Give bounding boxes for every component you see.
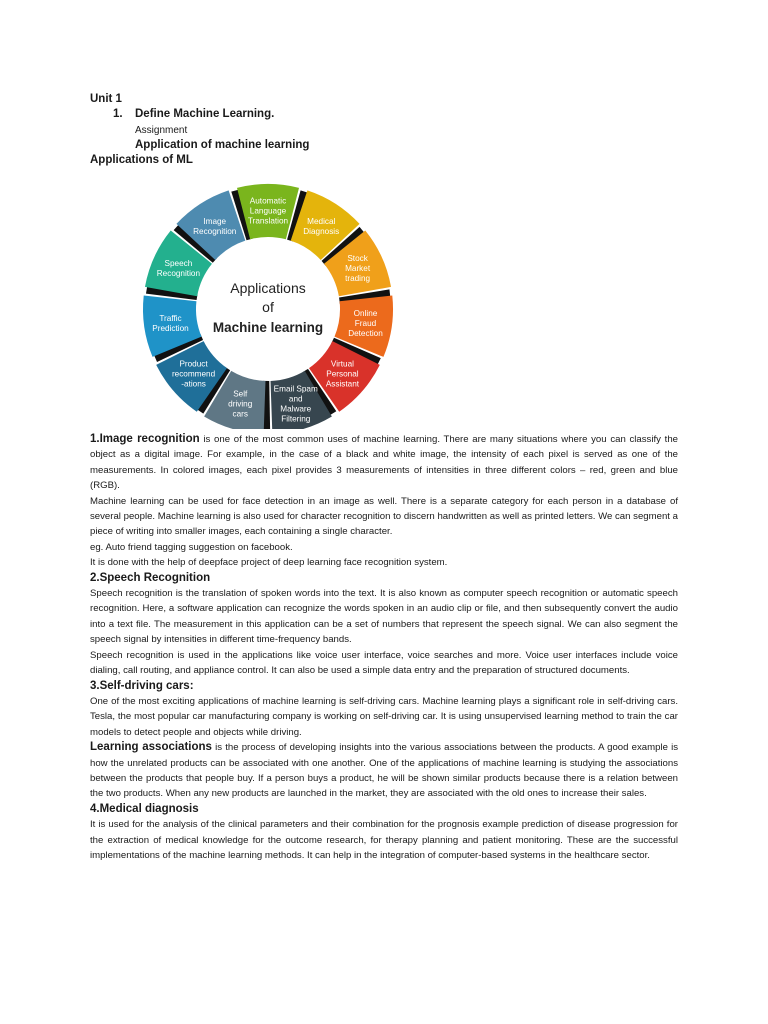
section-1-para-2: Machine learning can be used for face detection in an image as well. There is a separate category for each person in a database of several people. Machine learning is also used for character recognition to discern handwritten as well as printed letters. We can segment a piece of writing into smaller images, each containing a single character.	[90, 495, 678, 538]
center-line1: Applications	[230, 280, 306, 296]
segment-label: Traffic Prediction	[152, 314, 189, 334]
unit-heading: Unit 1	[90, 93, 122, 105]
center-line2: of	[262, 299, 274, 315]
section-3-heading: 3.Self-driving cars:	[90, 679, 194, 692]
section-2-para-1: Speech recognition is the translation of spoken words into the text. It is also known as computer speech recognition or automatic speech recognition. Here, a software application can recognize the words spoken in an audio clip or file, and then subsequently convert the audio into a text file. The measurement in this application can be a set of numbers that represent the speech signal. We can also segment the speech signal by intensities in different time-frequency bands.	[90, 588, 678, 646]
numbered-item	[113, 107, 678, 122]
assignment-title: Application of machine learning	[135, 139, 310, 151]
applications-heading: Applications of ML	[90, 154, 193, 166]
document-page	[90, 92, 678, 861]
learning-associations-text: is the process of developing insights into the various associations between the products. A good example is how the unrelated products can be associated with one another. One of the applications of machine learning is studying the associations between the products that people buy. If a person buys a product, he will be shown similar products because there is a relation between the two products. When any new products are launched in the market, they are associated with the old ones to increase their sales.	[90, 742, 678, 800]
segment-label: Email Spam and Malware Filtering	[273, 384, 318, 424]
body-text	[90, 432, 678, 863]
applications-wheel	[115, 169, 425, 429]
section-4-para-1: It is used for the analysis of the clinical parameters and their combination for the prognosis example prediction of disease progression for the extraction of medical knowledge for the outcome research, for therapy planning and patient monitoring. These are the successful implementations of the machine learning methods. It can help in the integration of computer-based systems in the healthcare sector.	[90, 819, 678, 861]
section-3-para-1: One of the most exciting applications of machine learning is self-driving cars. Machine learning plays a significant role in self-driving cars. Tesla, the most popular car manufacturing company is working on self-driving car. It is using unsupervised learning method to train the car models to detect people and objects while driving.	[90, 695, 678, 738]
segment-label: Self driving cars	[228, 389, 253, 419]
assignment-label: Assignment	[135, 125, 188, 136]
section-1-para-1	[90, 432, 678, 494]
segment-label: Online Fraud Detection	[348, 309, 383, 339]
segment-label: Image Recognition	[193, 217, 237, 237]
segment-label: Stock Market trading	[345, 254, 371, 284]
section-1-para-4: It is done with the help of deepface project of deep learning face recognition system.	[90, 557, 448, 569]
learning-associations-heading: Learning associations	[90, 741, 212, 754]
item-number: 1.	[113, 108, 123, 120]
section-1-text: is one of the most common uses of machine learning. There are many situations where you can classify the object as a digital image. For example, in the case of a black and white image, the intensity of each pixel is served as one of the measurements. In colored images, each pixel provides 3 measurements of intensities in three different colors – red, green and blue (RGB).	[90, 434, 678, 492]
section-4-heading: 4.Medical diagnosis	[90, 802, 199, 815]
segment-label: Speech Recognition	[156, 259, 201, 279]
section-2-heading: 2.Speech Recognition	[90, 571, 211, 584]
item-text: Define Machine Learning.	[135, 108, 275, 120]
segment-label: Medical Diagnosis	[303, 217, 340, 237]
section-1-heading: 1.Image recognition	[90, 433, 200, 445]
section-1-para-3: eg. Auto friend tagging suggestion on facebook.	[90, 541, 293, 553]
segment-label: Product recommend -ations	[171, 359, 216, 389]
section-2-para-2: Speech recognition is used in the applications like voice user interface, voice searches and more. Voice user interfaces include voice dialing, call routing, and appliance control. It can also be used a simple data entry and the preparation of structured documents.	[90, 649, 678, 677]
segment-label: Automatic Language Translation	[247, 196, 289, 226]
center-line3: Machine learning	[212, 320, 324, 335]
segment-label: Virtual Personal Assistant	[325, 359, 360, 389]
learning-associations-para	[90, 740, 678, 802]
applications-wheel-figure	[115, 169, 425, 429]
